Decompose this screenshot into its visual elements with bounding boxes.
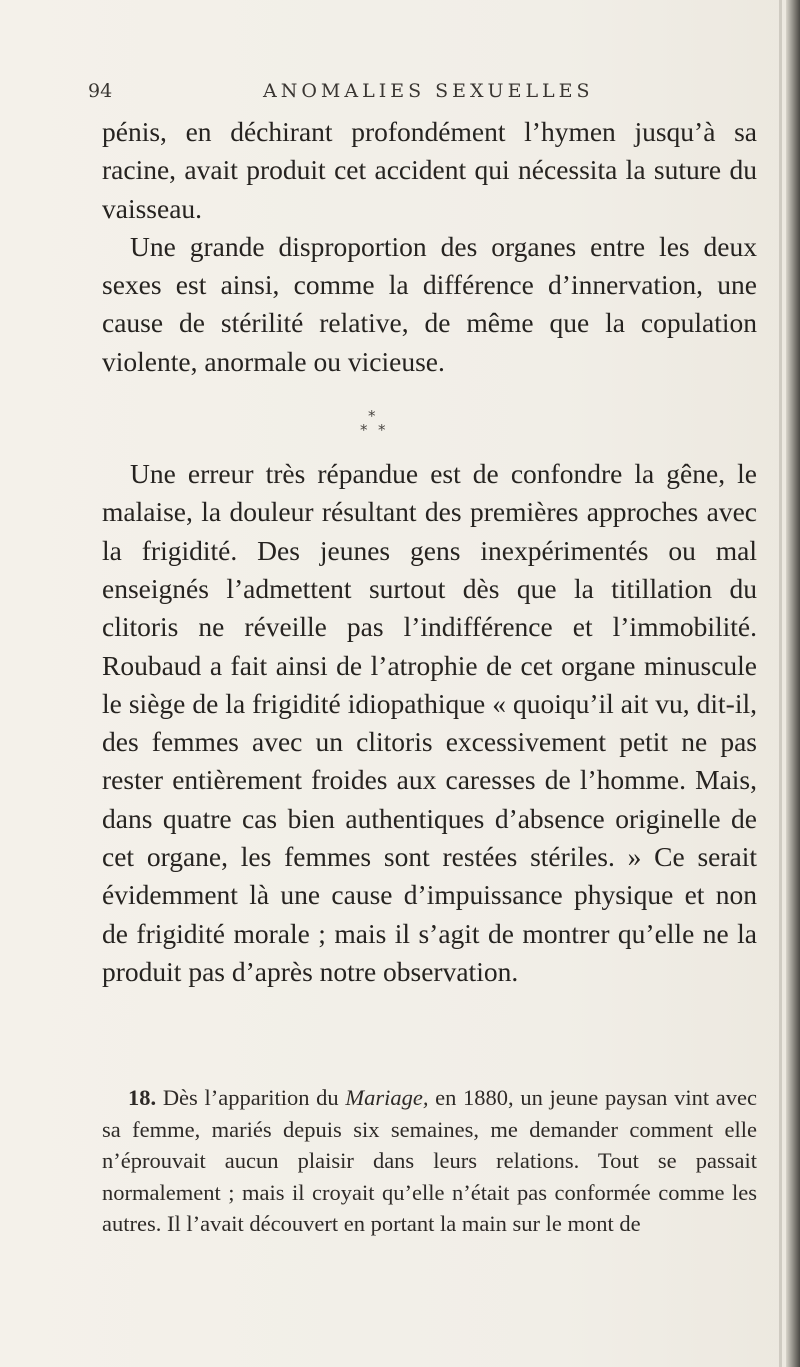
- page-header: [88, 80, 756, 108]
- paragraph-1: pénis, en déchirant profondément l’hymen jusqu’à sa racine, avait produit cet accident qui nécessita la suture du vaisseau.: [102, 116, 757, 224]
- case-text-after: en 1880, un jeune paysan vint avec sa femme, mariés depuis six semaines, me demander comment elle n’éprouvait aucun plaisir dans leurs relations. Tout se passait normalement ; mais il croyait qu’elle n’était pas conformée comme les autres. Il l’avait découvert en portant la main sur le mont de: [102, 1085, 758, 1236]
- page-edge-line: [779, 0, 782, 1367]
- case-journal-title: Mariage,: [345, 1085, 429, 1110]
- paragraph-3: Une erreur très répandue est de confondre la gêne, le malaise, la douleur résultant des premières approches avec la frigidité. Des jeunes gens inexpérimentés ou mal enseignés l’admettent surtout dès que la titillation du clitoris ne réveille pas l’indifférence et l’immobilité. Roubaud a fait ainsi de l’atrophie de cet organe minuscule le siège de la frigidité idiopathique « quoiqu’il ait vu, dit-il, des femmes avec un clitoris excessivement petit ne pas rester entièrement froides aux caresses de l’homme. Mais, dans quatre cas bien authentiques d’absence originelle de cet organe, les femmes sont restées stériles. » Ce serait évidemment là une cause d’impuissance physique et non de frigidité morale ; mais il s’agit de montrer qu’elle ne la produit pas d’après notre observation.: [102, 458, 757, 987]
- running-title: ANOMALIES SEXUELLES: [263, 80, 594, 102]
- asterism-star-top: *: [368, 407, 376, 426]
- page-number: 94: [88, 80, 113, 102]
- case-number: 18.: [128, 1085, 157, 1110]
- main-text: [102, 113, 757, 991]
- paragraph-2: Une grande disproportion des organes entre les deux sexes est ainsi, comme la différence d’innervation, une cause de stérilité relative, de même que la copulation violente, anormale ou vicieuse.: [102, 230, 757, 377]
- asterism-separator: [102, 381, 757, 455]
- case-text-before: Dès l’apparition du: [162, 1085, 339, 1110]
- page-gutter-shadow: [786, 0, 800, 1367]
- asterism-star-left: *: [360, 421, 368, 440]
- asterism-star-right: *: [378, 421, 386, 440]
- case-observation: [102, 1082, 757, 1240]
- case-paragraph: [102, 1082, 757, 1240]
